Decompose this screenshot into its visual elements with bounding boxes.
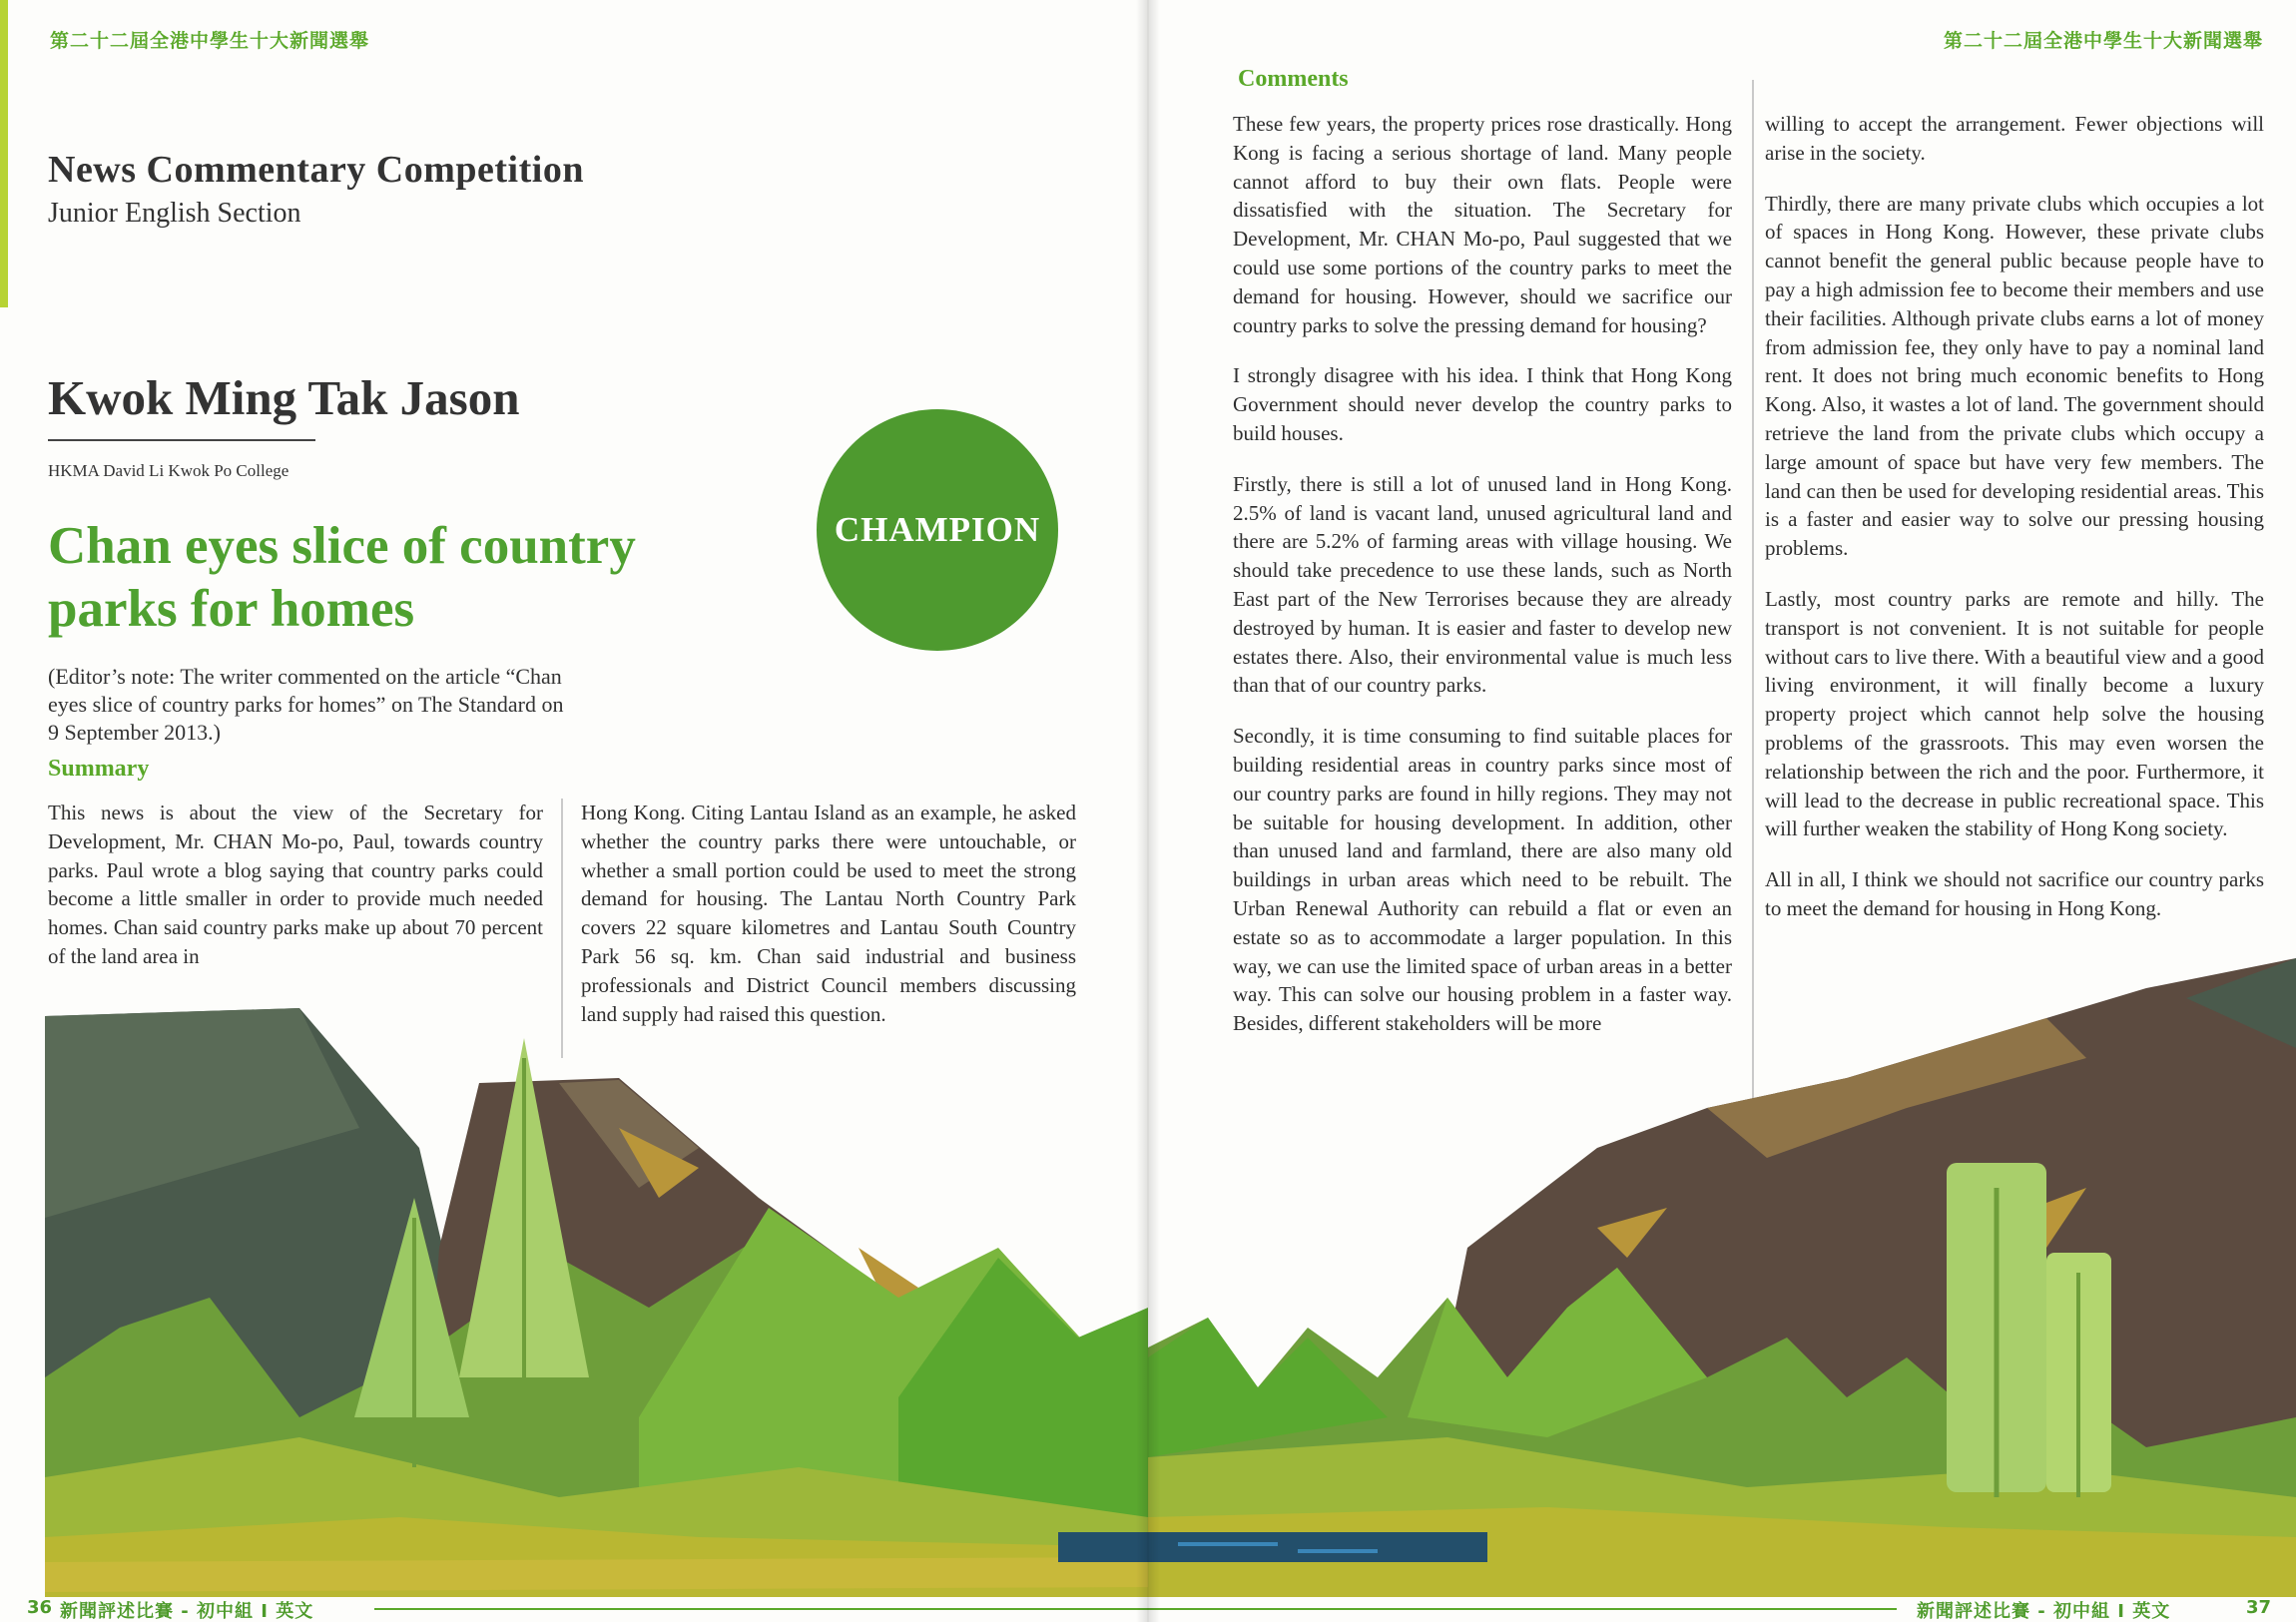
comments-col1-paragraph-1: These few years, the property prices rose drastically. Hong Kong is facing a serious shortage of land. Many people cannot afford to buy their own flats. People were dissatisfied with the situation. The Secretary for Development, Mr. CHAN Mo-po, Paul suggested that we could use some portions of the country parks to meet the demand for housing. However, should we sacrifice our country parks to solve the pressing demand for housing?: [1233, 112, 1732, 337]
summary-column-1: This news is about the view of the Secretary for Development, Mr. CHAN Mo-po, Paul, towards country parks. Paul wrote a blog saying that country parks could become a little smaller in order to provide much needed homes. Chan said country parks make up about 70 percent of the land area in: [48, 801, 543, 968]
competition-title: News Commentary Competition: [48, 149, 584, 191]
comments-col1-paragraph-3: Firstly, there is still a lot of unused land in Hong Kong. 2.5% of land is vacant land, unused agricultural land and there are 5.2% of farming areas with village housing. We should take precedence to use these lands, such as North East part of the New Terrorises because they are already destroyed by human. It is easier and faster to develop new estates there. Also, their environmental value is much less than that of our country parks.: [1233, 471, 1732, 698]
header-left: 第二十二屆全港中學生十大新聞選舉: [50, 30, 370, 52]
right-page: [1148, 0, 2296, 1622]
page-number-left: 36: [27, 1597, 53, 1618]
page-gutter: [1136, 0, 1160, 1622]
footer-left-text: 新聞評述比賽 - 初中組 I 英文: [60, 1601, 314, 1622]
footer-right-line: [1148, 1608, 1897, 1610]
page-number-right: 37: [2246, 1597, 2272, 1618]
comments-label: Comments: [1238, 66, 1349, 92]
editor-note: (Editor’s note: The writer commented on the article “Chan eyes slice of country parks for homes” on The Standard on 9 September 2013.): [48, 664, 564, 745]
footer-right-text: 新聞評述比賽 - 初中組 I 英文: [1917, 1601, 2171, 1622]
author-name: Kwok Ming Tak Jason: [48, 370, 520, 425]
comments-col2-paragraph-4: All in all, I think we should not sacrifice our country parks to meet the demand for housing in Hong Kong.: [1765, 867, 2264, 920]
comments-col2-paragraph-3: Lastly, most country parks are remote and hilly. The transport is not convenient. It is not suitable for people without cars to live there. With a beautiful view and a good living environment, it will finally become a luxury property project which cannot help solve the housing problems of the grassroots. This may even worsen the relationship between the rich and the poor. Furthermore, it will lead to the decrease in public recreational space. This will further weaken the stability of Hong Kong society.: [1765, 586, 2264, 841]
header-right: 第二十二屆全港中學生十大新聞選舉: [1943, 30, 2263, 52]
summary-label: Summary: [48, 756, 150, 782]
author-school: HKMA David Li Kwok Po College: [48, 461, 289, 480]
landscape-illustration-right: [1148, 0, 2296, 1622]
summary-column-2: Hong Kong. Citing Lantau Island as an example, he asked whether the country parks there were untouchable, or whether a small portion could be used to meet the strong demand for housing. The Lantau North Country Park covers 22 square kilometres and Lantau South Country Park 56 sq. km. Chan said industrial and business professionals and District Council members discussing land supply had raised this question.: [581, 801, 1076, 1026]
comments-col2-paragraph-1: willing to accept the arrangement. Fewer objections will arise in the society.: [1765, 112, 2264, 165]
comments-col1-paragraph-4: Secondly, it is time consuming to find suitable places for building residential areas in country parks since most of our country parks are found in hilly regions. They may not be suitable for housing development. In addition, other than unused land and farmland, there are also many old buildings in urban areas which need to be rebuilt. The Urban Renewal Authority can rebuild a flat or even an estate so as to accommodate a larger population. In this way, we can use the limited space of urban areas in a better way. This can solve our housing problem in a faster way. Besides, different stakeholders will be more: [1233, 724, 1732, 1036]
footer-left-line: [374, 1608, 1148, 1610]
comments-col2-paragraph-2: Thirdly, there are many private clubs which occupies a lot of spaces in Hong Kong. However, these private clubs cannot benefit the general public because people have to pay a high admission fee to become their members and use their facilities. Although private clubs earns a lot of money from admission fee, they only have to pay a nominal land rent. It does not bring much economic benefits to Hong Kong. Also, it wastes a lot of land. The government should retrieve the land from the private clubs which occupy a large amount of space but have very few members. The land can then be used for developing residential areas. This is a faster and easier way to solve our pressing housing problems.: [1765, 191, 2264, 561]
champion-badge: CHAMPION: [817, 409, 1058, 651]
competition-section: Junior English Section: [48, 198, 301, 229]
comments-col1-paragraph-2: I strongly disagree with his idea. I think that Hong Kong Government should never develop the country parks to build houses.: [1233, 363, 1732, 445]
article-headline: Chan eyes slice of country parks for homes: [48, 517, 636, 638]
